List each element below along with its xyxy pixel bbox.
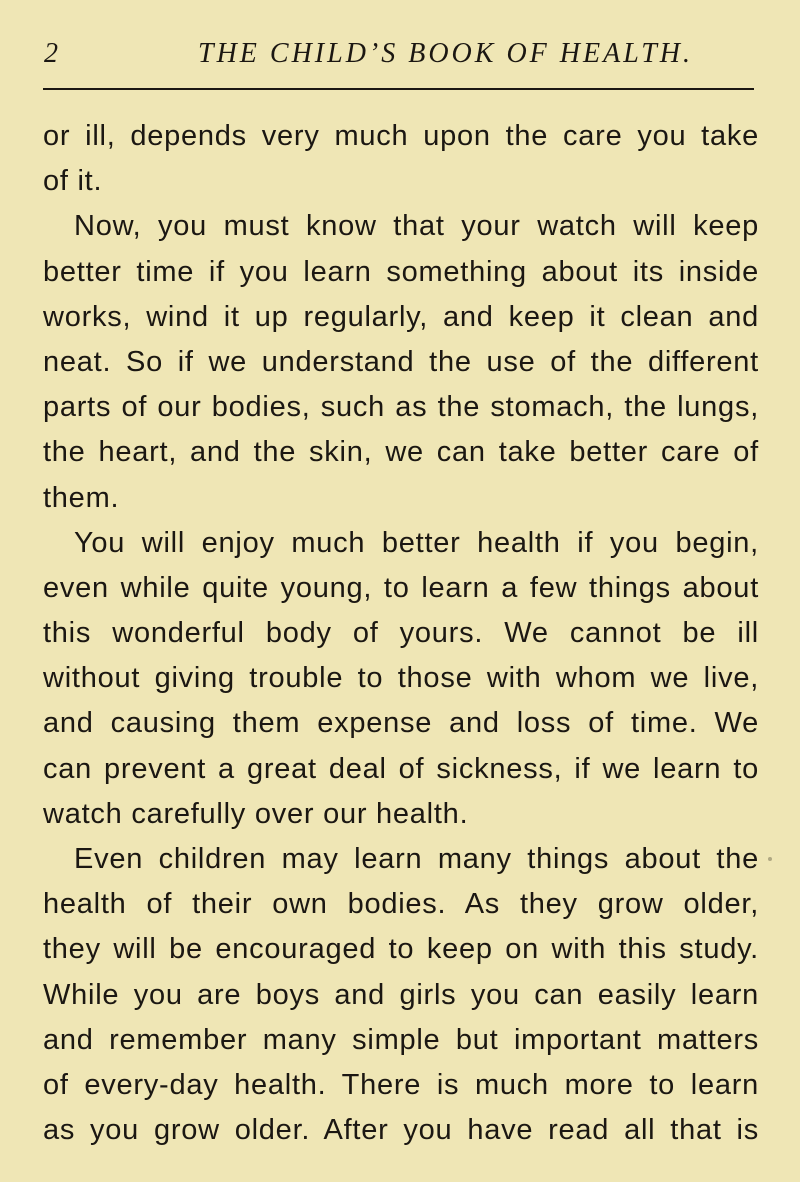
text-line: without giving trouble to those with whom we live, bbox=[43, 662, 759, 695]
text-line: or ill, depends very much upon the care you take bbox=[43, 120, 759, 152]
paper-speck bbox=[768, 857, 772, 861]
text-line: as you grow older. After you have read all that is bbox=[43, 1114, 759, 1147]
text-line: them. bbox=[43, 481, 120, 514]
text-line: Even children may learn many things about the bbox=[74, 843, 759, 875]
running-head bbox=[0, 38, 800, 78]
text-line: parts of our bodies, such as the stomach, the lungs, bbox=[43, 391, 759, 424]
text-line: they will be encouraged to keep on with this study. bbox=[43, 933, 759, 966]
text-line: of it. bbox=[43, 165, 103, 198]
text-line: health of their own bodies. As they grow older, bbox=[43, 888, 759, 921]
text-line: even while quite young, to learn a few things about bbox=[43, 571, 759, 604]
page-number: 2 bbox=[44, 38, 61, 69]
text-line: Now, you must know that your watch will keep bbox=[74, 210, 759, 243]
text-line: neat. So if we understand the use of the different bbox=[43, 345, 759, 378]
text-line: and remember many simple but important matters bbox=[43, 1023, 759, 1056]
text-line: While you are boys and girls you can easily learn bbox=[43, 978, 759, 1011]
text-line: works, wind it up regularly, and keep it clean and bbox=[43, 300, 759, 333]
header-rule bbox=[43, 88, 754, 90]
text-line: the heart, and the skin, we can take better care of bbox=[43, 436, 759, 469]
text-line: better time if you learn something about its inside bbox=[43, 255, 759, 288]
text-line: this wonderful body of yours. We cannot be ill bbox=[43, 617, 759, 650]
text-line: can prevent a great deal of sickness, if we learn to bbox=[43, 752, 759, 785]
text-line: and causing them expense and loss of time. We bbox=[43, 707, 759, 740]
text-line: of every-day health. There is much more to learn bbox=[43, 1068, 759, 1101]
body-text bbox=[43, 114, 759, 1153]
text-line: watch carefully over our health. bbox=[43, 797, 469, 830]
text-line: You will enjoy much better health if you begin, bbox=[74, 526, 759, 559]
running-title: THE CHILD’S BOOK OF HEALTH. bbox=[198, 38, 694, 69]
